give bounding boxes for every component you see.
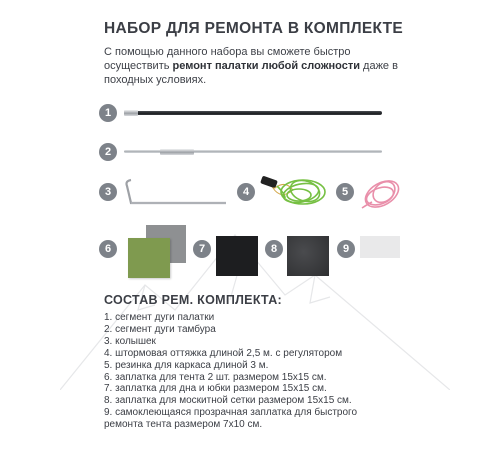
badge-9: 9	[337, 240, 355, 258]
pole-ferrule	[160, 149, 194, 155]
intro-bold: ремонт палатки любой сложности	[172, 60, 360, 72]
list-item: 6. заплатка для тента 2 шт. размером 15х15 см.	[104, 371, 327, 383]
list-item: 1. сегмент дуги палатки	[104, 312, 215, 323]
page-title: НАБОР ДЛЯ РЕМОНТА В КОМПЛЕКТЕ	[104, 20, 404, 37]
floor-patch	[216, 236, 258, 276]
list-item: 3. колышек	[104, 335, 156, 347]
list-item: 9. самоклеющаяся прозрачная заплатка для быстрого ремонта тента размером 7х10 см.	[104, 407, 358, 431]
vestibule-pole-segment	[124, 150, 382, 153]
green-tent-patch	[128, 238, 170, 278]
badge-7: 7	[193, 240, 211, 258]
badge-4: 4	[237, 183, 255, 201]
badge-1: 1	[99, 104, 117, 122]
guy-line-image	[255, 168, 335, 210]
pole-ferrule	[124, 110, 138, 116]
elastic-cord-image	[356, 172, 406, 216]
badge-3: 3	[99, 183, 117, 201]
clear-adhesive-patch	[360, 236, 400, 258]
badge-6: 6	[99, 240, 117, 258]
list-item: 4. штормовая оттяжка длиной 2,5 м. с регулятором	[104, 347, 343, 359]
intro-text	[104, 45, 414, 87]
list-item: 5. резинка для каркаса длиной 3 м.	[104, 359, 269, 371]
badge-5: 5	[336, 183, 354, 201]
intro-part2: даже в походных условиях.	[104, 60, 398, 86]
contents-title: СОСТАВ РЕМ. КОМПЛЕКТА:	[104, 293, 282, 307]
badge-8: 8	[265, 240, 283, 258]
list-item: 8. заплатка для москитной сетки размером 15х15 см.	[104, 395, 352, 407]
tent-peg-image	[122, 178, 232, 208]
mosquito-net-patch	[287, 236, 329, 276]
intro-part1: С помощью данного набора вы сможете быстро осуществить	[104, 46, 351, 72]
contents-list	[104, 312, 374, 431]
list-item: 2. сегмент дуги тамбура	[104, 323, 216, 335]
list-item: 7. заплатка для дна и юбки размером 15х15 см.	[104, 383, 327, 395]
badge-2: 2	[99, 143, 117, 161]
tent-pole-segment	[124, 111, 382, 115]
